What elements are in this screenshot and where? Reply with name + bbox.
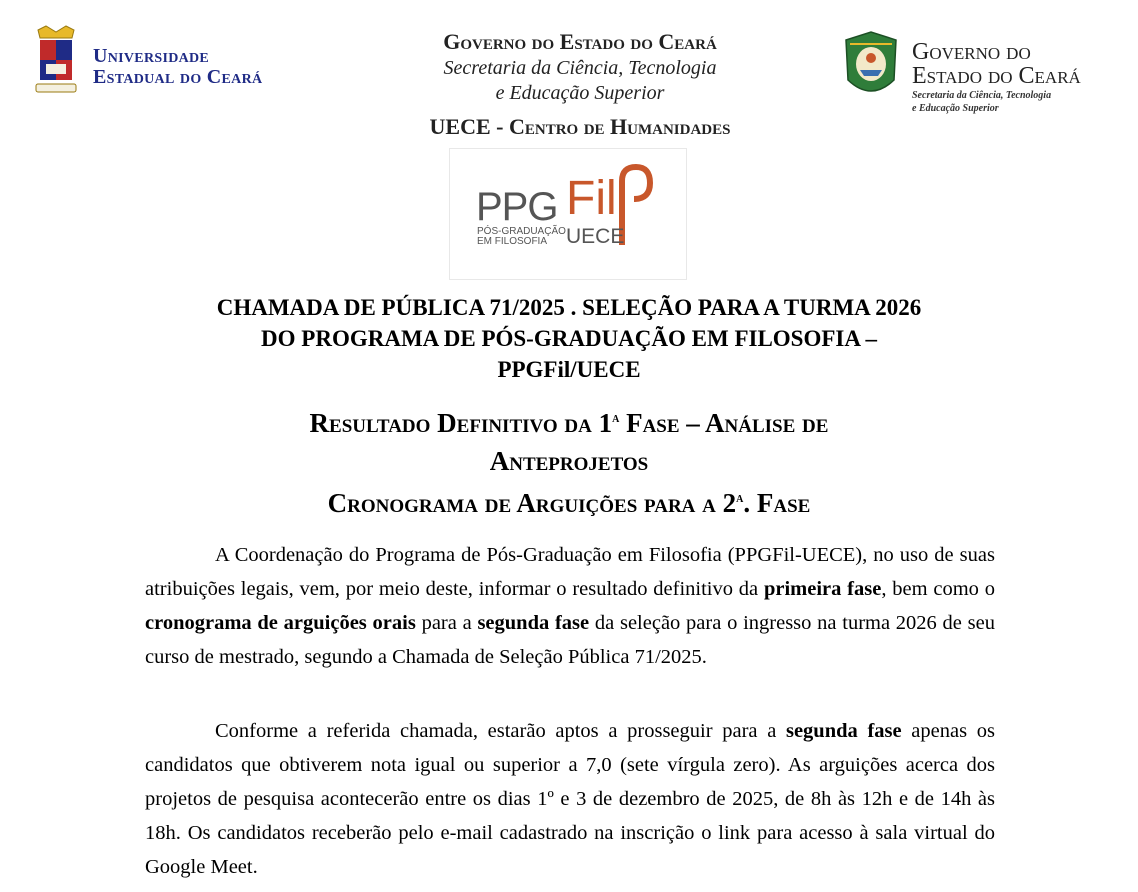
ppg-subtitle-line2: EM FILOSOFIA: [477, 236, 548, 247]
uece-name-line1: Universidade: [93, 45, 210, 67]
gov-right-line2: Estado do Ceará: [912, 63, 1081, 89]
resultado-line3: Cronograma de Arguições para a 2$^a$. Fase: [327, 488, 811, 518]
bold-segunda-fase: segunda fase: [477, 612, 590, 634]
centro-humanidades: UECE - Centro de Humanidades: [429, 114, 731, 139]
ppg-subtitle-line1: PÓS-GRADUAÇÃO: [477, 226, 566, 237]
gov-right-sub2: e Educação Superior: [912, 103, 999, 114]
resultado-line2: Anteprojetos: [489, 446, 649, 476]
government-right-title: [912, 40, 1081, 114]
center-header: [330, 28, 830, 142]
ceara-coat-of-arms-logo: [840, 30, 902, 104]
ppg-text: PPG: [476, 185, 558, 229]
bold-primeira-fase: primeira fase: [763, 578, 882, 600]
fil-text: Fil: [566, 172, 617, 225]
paragraph-1: A Coordenação do Programa de Pós-Graduação em Filosofia (PPGFil-UECE), no uso de suas atribuições legais, vem, por meio deste, informar o resultado definitivo da primeira fase, bem como o cronograma de arguições orais para a segunda fase da seleção para o ingresso na turma 2026 de seu curso de mestrado, segundo a Chamada de Seleção Pública 71/2025.: [145, 544, 995, 668]
ppgfil-logo: [449, 148, 687, 280]
chamada-title: [0, 292, 1138, 385]
secretaria-line1: Secretaria da Ciência, Tecnologia: [443, 57, 717, 79]
chamada-line3: PPGFil/UECE: [497, 357, 641, 382]
resultado-line1: Resultado Definitivo da 1$^a$ Fase – Análise de: [309, 408, 829, 438]
uece-text: UECE: [566, 225, 625, 248]
government-title: Governo do Estado do Ceará: [443, 29, 717, 54]
chamada-line1: CHAMADA DE PÚBLICA 71/2025 . SELEÇÃO PARA A TURMA 2026: [216, 295, 922, 320]
paragraph-2: Conforme a referida chamada, estarão aptos a prosseguir para a segunda fase apenas os candidatos que obtiverem nota igual ou superior a 7,0 (sete vírgula zero). As arguições acerca dos projetos de pesquisa acontecerão entre os dias 1º e 3 de dezembro de 2025, de 8h às 12h e de 14h às 18h. Os candidatos receberão pelo e-mail cadastrado na inscrição o link para acesso à sala virtual do Google Meet.: [145, 720, 995, 878]
uece-name-line2: Estadual do Ceará: [93, 66, 263, 88]
resultado-title: [0, 400, 1138, 522]
uece-name: [93, 46, 262, 88]
bold-segunda-fase-2: segunda fase: [785, 720, 902, 742]
gov-right-sub1: Secretaria da Ciência, Tecnologia: [912, 90, 1052, 101]
gov-right-line1: Governo do: [912, 39, 1031, 65]
secretaria-line2: e Educação Superior: [495, 82, 665, 104]
ppg-subtitle: [477, 227, 566, 247]
bold-cronograma: cronograma de arguições orais: [145, 612, 416, 634]
chamada-line2: DO PROGRAMA DE PÓS-GRADUAÇÃO EM FILOSOFIA –: [261, 326, 877, 351]
uece-crest-logo: [32, 24, 80, 100]
